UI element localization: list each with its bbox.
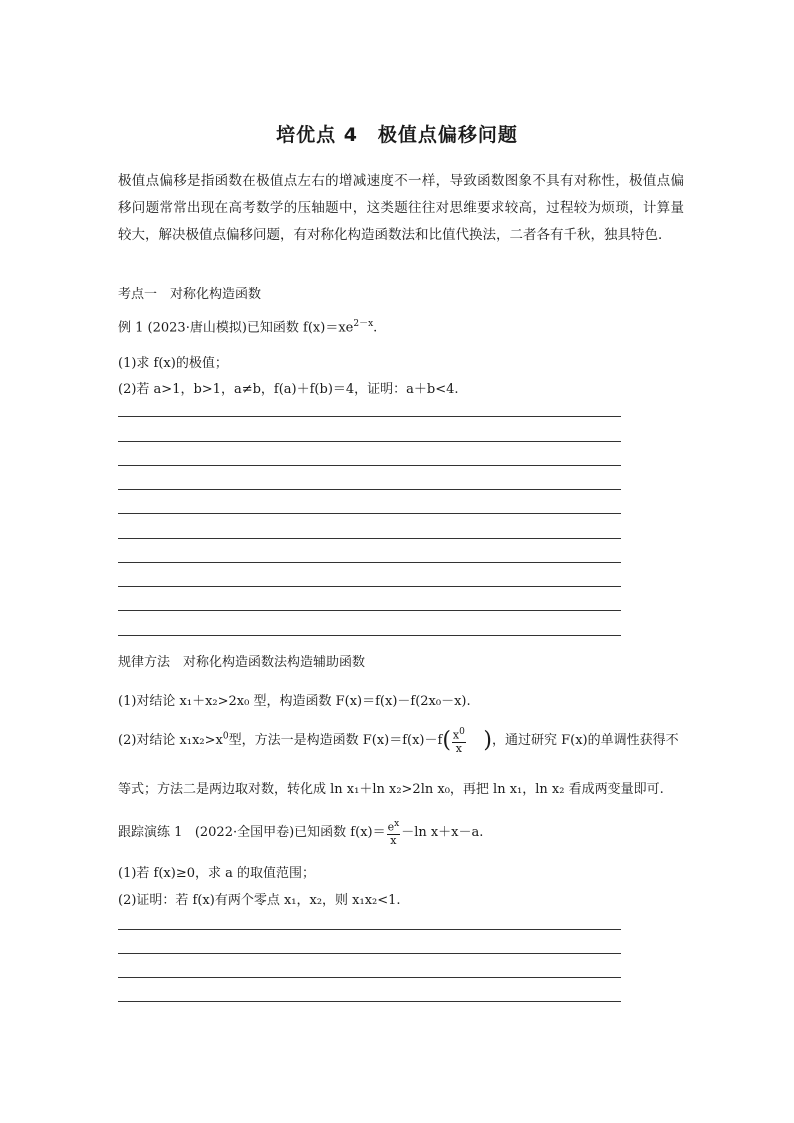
example-function: f(x)＝xe bbox=[303, 320, 354, 336]
answer-line bbox=[118, 953, 621, 954]
section-heading: 考点一 对称化构造函数 bbox=[118, 287, 262, 302]
method-point-2-sup: 0 bbox=[222, 731, 229, 742]
example-label: 例 1 bbox=[118, 320, 144, 336]
method-point-2-text-a: (2)对结论 x₁x₂>x bbox=[118, 732, 223, 748]
intro-paragraph: 极值点偏移是指函数在极值点左右的增减速度不一样，导致函数图象不具有对称性，极值点偏移问题常常出现在高考数学的压轴题中，这类题往往对思维要求较高，过程较为烦琐，计算量较大，解决极值点偏移问题，有对称化构造函数法和比值代换法，二者各有千秋，独具特色． bbox=[118, 173, 684, 243]
answer-line bbox=[118, 929, 621, 930]
fraction-denominator: x bbox=[455, 741, 462, 755]
practice-1-question-1: (1)若 f(x)≥0，求 a 的取值范围； bbox=[118, 866, 316, 881]
fraction bbox=[452, 726, 466, 755]
answer-line bbox=[118, 977, 621, 978]
practice-fraction-numerator-sup: x bbox=[394, 819, 400, 829]
answer-line bbox=[118, 610, 621, 611]
answer-line bbox=[118, 441, 621, 442]
answer-line bbox=[118, 562, 621, 563]
practice-label: 跟踪演练 1 bbox=[118, 824, 183, 840]
practice-end: －ln x＋x－a. bbox=[401, 824, 484, 840]
example-end: . bbox=[373, 320, 378, 336]
page-title: 培优点 4 极值点偏移问题 bbox=[276, 124, 518, 146]
answer-line bbox=[118, 538, 621, 539]
practice-1-statement bbox=[118, 818, 483, 847]
answer-line bbox=[118, 635, 621, 636]
practice-1-question-2: (2)证明：若 f(x)有两个零点 x₁，x₂，则 x₁x₂<1. bbox=[118, 893, 401, 908]
method-point-2-text-b: 型，方法一是构造函数 F(x)＝f(x)－f bbox=[228, 732, 443, 748]
answer-line bbox=[118, 586, 621, 587]
answer-line bbox=[118, 416, 621, 417]
method-point-2-text-c: ，通过研究 F(x)的单调性获得不 bbox=[492, 732, 679, 748]
practice-fraction-numerator: e bbox=[387, 820, 395, 834]
example-1-question-1: (1)求 f(x)的极值； bbox=[118, 356, 228, 371]
practice-fraction bbox=[387, 818, 401, 847]
practice-source: (2022·全国甲卷)已知函数 f(x)＝ bbox=[194, 824, 386, 840]
example-source: (2023·唐山模拟)已知函数 bbox=[147, 320, 304, 336]
answer-line bbox=[118, 1001, 621, 1002]
practice-fraction-denominator: x bbox=[390, 833, 397, 847]
example-1-statement bbox=[118, 316, 377, 335]
method-point-1: (1)对结论 x₁＋x₂>2x₀ 型，构造函数 F(x)＝f(x)－f(2x₀－x). bbox=[118, 694, 471, 709]
fraction-numerator-sup: 0 bbox=[459, 727, 465, 737]
fraction-numerator: x bbox=[452, 728, 460, 742]
method-point-3: 等式；方法二是两边取对数，转化成 ln x₁＋ln x₂>2ln x₀，再把 ln x₁，ln x₂ 看成两变量即可. bbox=[118, 782, 664, 797]
method-heading: 规律方法 对称化构造函数法构造辅助函数 bbox=[118, 655, 366, 670]
answer-line bbox=[118, 513, 621, 514]
answer-line bbox=[118, 489, 621, 490]
method-point-2: (2)对结论 $x_1x_2>x^0$型，方法一是构造函数 F(x)＝f(x)－f( $\frac{x^0}{x}$ )，通过研究 F(x)的单调性获得不 bbox=[118, 727, 679, 755]
answer-line bbox=[118, 465, 621, 466]
example-exponent: 2－x bbox=[353, 319, 374, 329]
example-1-question-2: (2)若 a>1，b>1，a≠b，f(a)＋f(b)＝4，证明：a＋b<4. bbox=[118, 382, 459, 397]
